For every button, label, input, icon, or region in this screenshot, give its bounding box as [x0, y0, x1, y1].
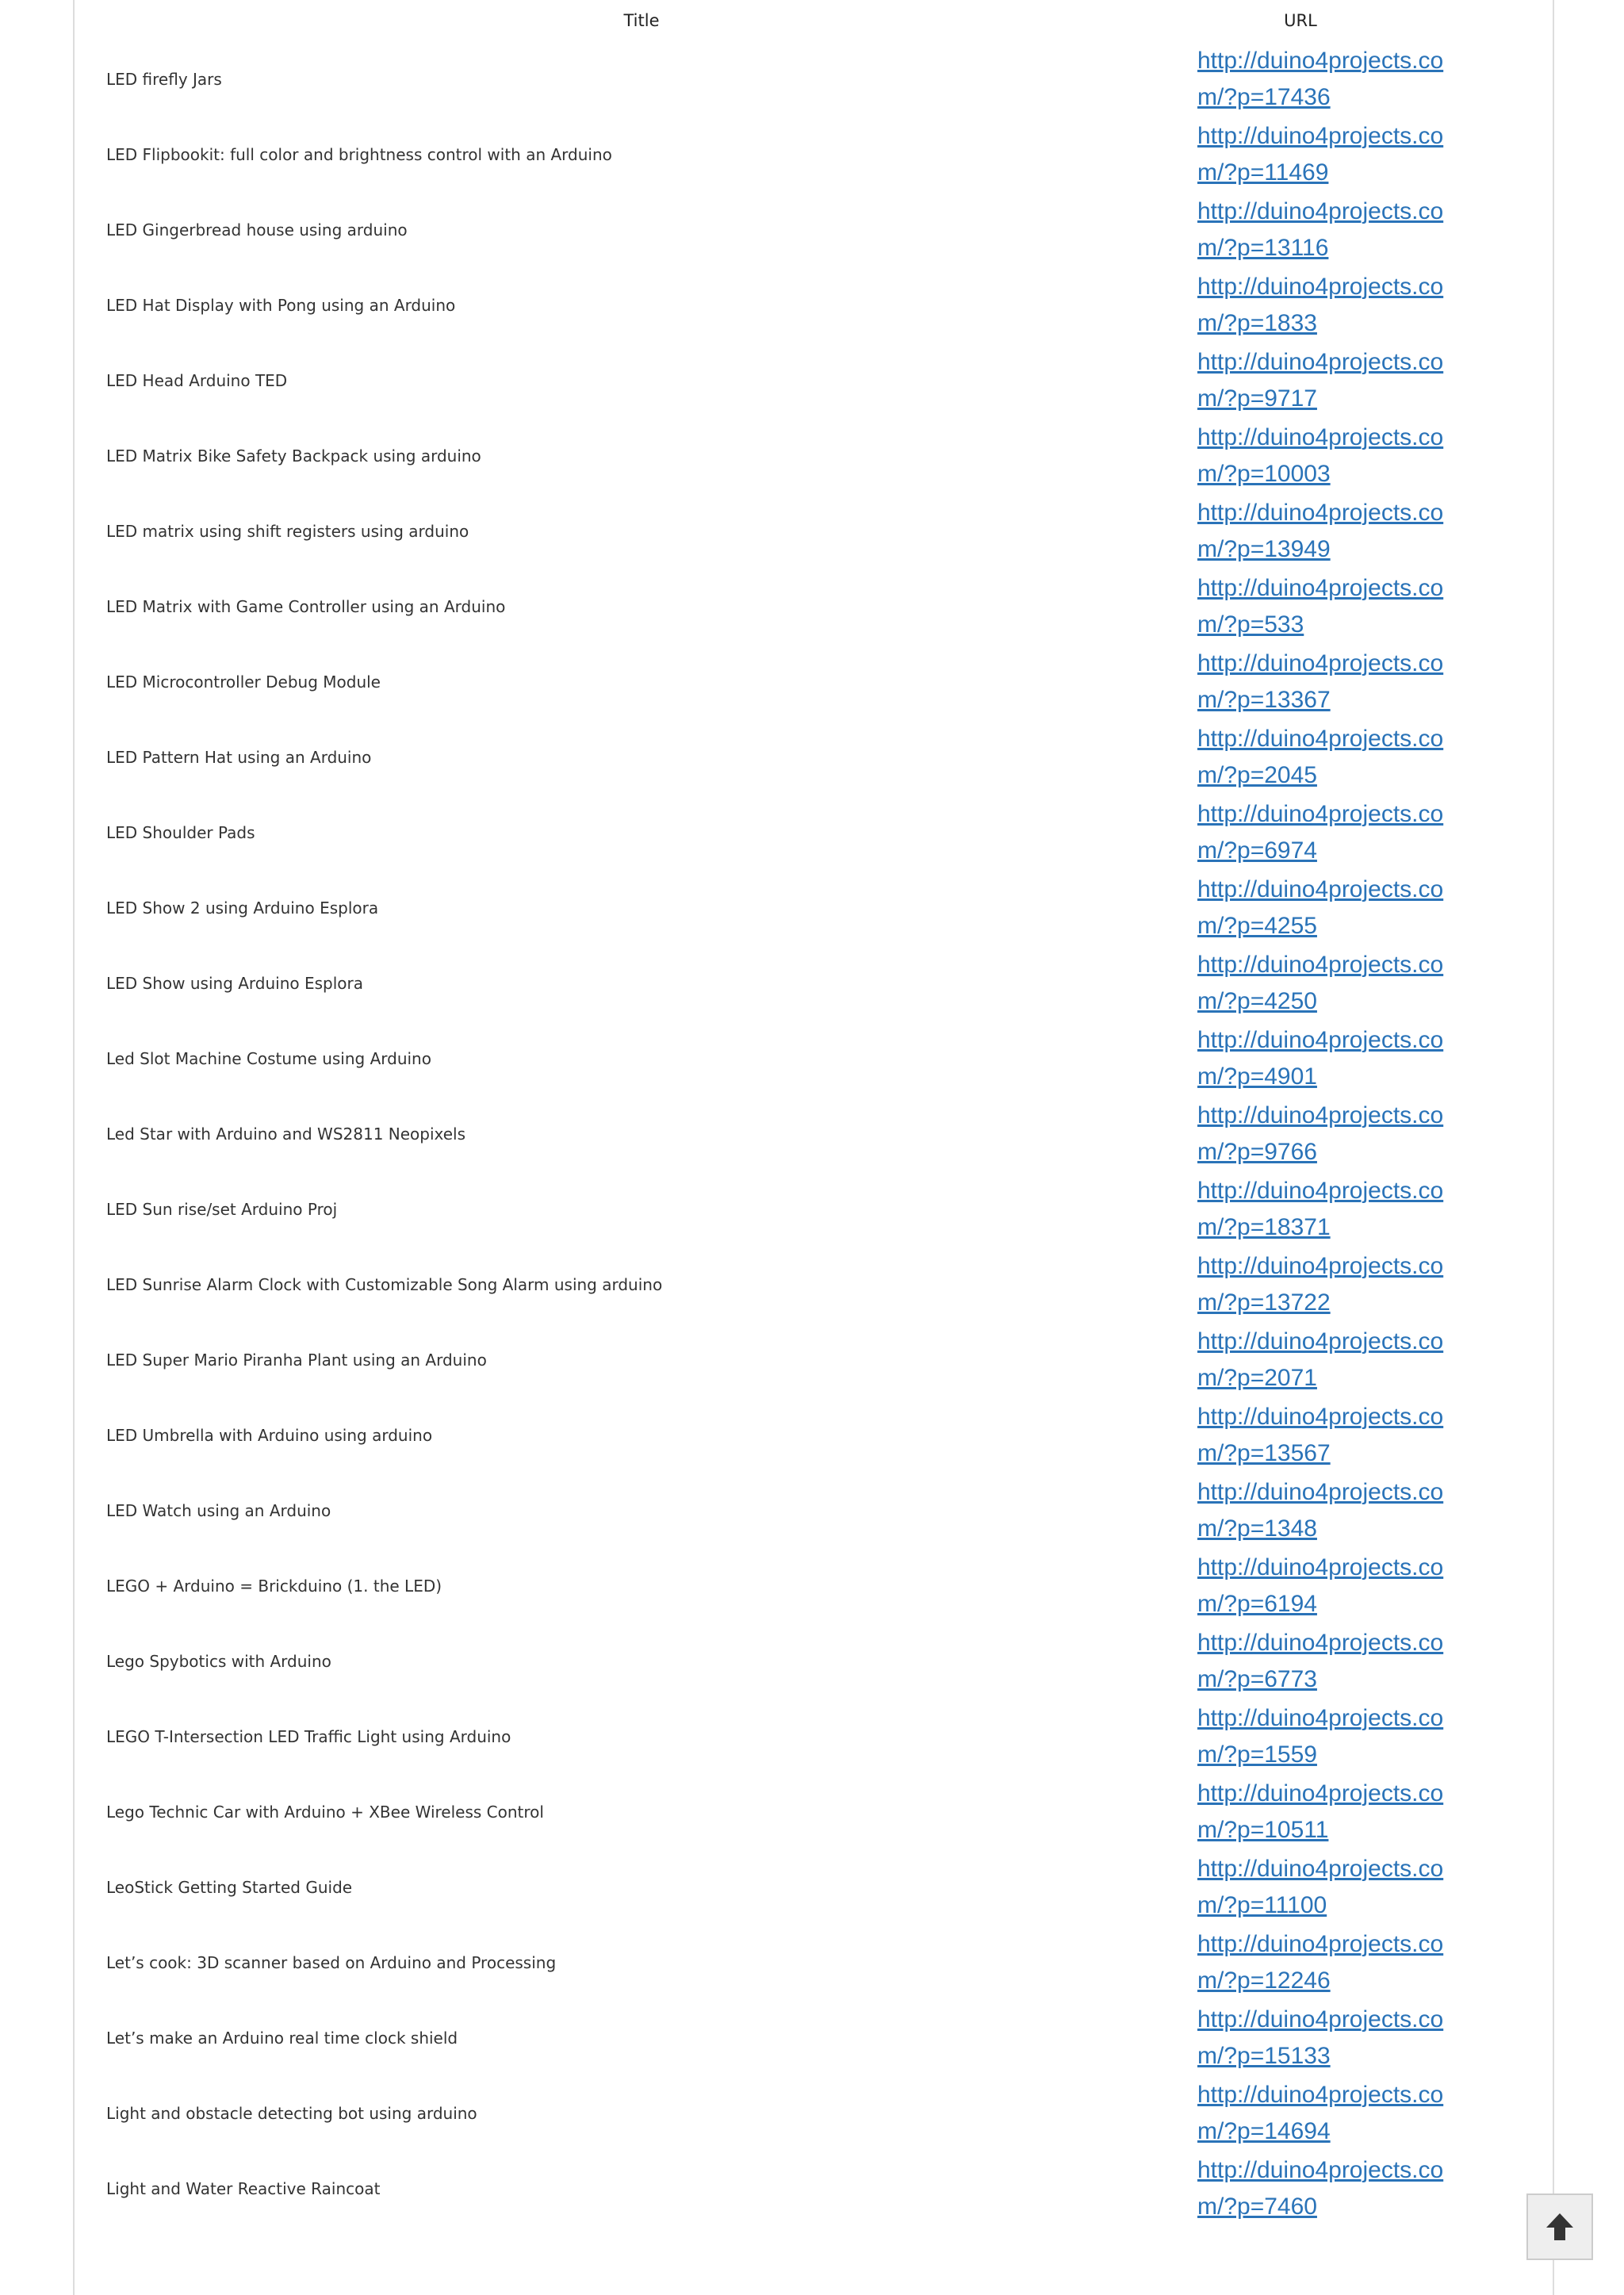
project-url-cell — [1196, 1096, 1532, 1171]
table-row — [105, 569, 1532, 644]
project-title: LED Gingerbread house using arduino — [106, 220, 408, 239]
scroll-to-top-button[interactable] — [1526, 2193, 1593, 2260]
column-header-url[interactable]: URL — [1284, 11, 1317, 30]
projects-table — [105, 0, 1532, 2226]
project-link[interactable]: http://duino4projects.com/?p=2071 — [1197, 1328, 1444, 1391]
project-url-cell — [1196, 945, 1532, 1021]
project-title: LED Umbrella with Arduino using arduino — [106, 1425, 433, 1445]
project-title: LED firefly Jars — [106, 69, 222, 89]
project-link[interactable]: http://duino4projects.com/?p=14694 — [1197, 2081, 1444, 2144]
table-row — [105, 1397, 1532, 1473]
table-row — [105, 1247, 1532, 1322]
project-title: Light and Water Reactive Raincoat — [106, 2178, 381, 2198]
project-link[interactable]: http://duino4projects.com/?p=10511 — [1197, 1780, 1444, 1843]
table-row — [105, 418, 1532, 493]
project-url-cell — [1196, 1849, 1532, 1925]
project-url-cell — [1196, 267, 1532, 343]
table-row — [105, 1322, 1532, 1397]
table-row — [105, 1774, 1532, 1849]
project-link[interactable]: http://duino4projects.com/?p=11100 — [1197, 1855, 1444, 1918]
column-header-title[interactable]: Title — [623, 11, 660, 30]
project-url-cell — [1196, 1473, 1532, 1548]
project-title: LEGO + Arduino = Brickduino (1. the LED) — [106, 1576, 442, 1596]
project-title: Lego Technic Car with Arduino + XBee Wireless Control — [106, 1802, 544, 1822]
project-link[interactable]: http://duino4projects.com/?p=9717 — [1197, 348, 1444, 412]
project-url-cell — [1196, 117, 1532, 192]
project-title: LED Show 2 using Arduino Esplora — [106, 898, 379, 918]
project-link[interactable]: http://duino4projects.com/?p=6974 — [1197, 800, 1444, 864]
project-link[interactable]: http://duino4projects.com/?p=10003 — [1197, 423, 1444, 487]
project-url-cell — [1196, 343, 1532, 418]
project-link[interactable]: http://duino4projects.com/?p=13116 — [1197, 197, 1444, 261]
table-row — [105, 644, 1532, 719]
table-row — [105, 1925, 1532, 2000]
project-title: LED Sunrise Alarm Clock with Customizable Song Alarm using arduino — [106, 1274, 663, 1294]
project-title: LED Hat Display with Pong using an Arduino — [106, 295, 456, 315]
project-title: LED Sun rise/set Arduino Proj — [106, 1199, 338, 1219]
project-url-cell — [1196, 41, 1532, 117]
table-row — [105, 945, 1532, 1021]
project-title: LED Matrix with Game Controller using an Arduino — [106, 596, 506, 616]
project-title: LED Microcontroller Debug Module — [106, 672, 381, 692]
table-row — [105, 2075, 1532, 2151]
project-title: Led Star with Arduino and WS2811 Neopixels — [106, 1124, 466, 1144]
table-row — [105, 870, 1532, 945]
project-link[interactable]: http://duino4projects.com/?p=533 — [1197, 574, 1444, 638]
project-link[interactable]: http://duino4projects.com/?p=17436 — [1197, 47, 1444, 110]
project-link[interactable]: http://duino4projects.com/?p=1833 — [1197, 273, 1444, 336]
project-link[interactable]: http://duino4projects.com/?p=6194 — [1197, 1554, 1444, 1617]
table-row — [105, 1849, 1532, 1925]
project-url-cell — [1196, 1925, 1532, 2000]
table-row — [105, 41, 1532, 117]
project-link[interactable]: http://duino4projects.com/?p=13567 — [1197, 1403, 1444, 1466]
table-row — [105, 795, 1532, 870]
project-url-cell — [1196, 1247, 1532, 1322]
project-link[interactable]: http://duino4projects.com/?p=4901 — [1197, 1026, 1444, 1090]
project-url-cell — [1196, 493, 1532, 569]
project-link[interactable]: http://duino4projects.com/?p=11469 — [1197, 122, 1444, 186]
table-row — [105, 2151, 1532, 2226]
project-url-cell — [1196, 192, 1532, 267]
project-url-cell — [1196, 1623, 1532, 1699]
project-url-cell — [1196, 2000, 1532, 2075]
table-row — [105, 719, 1532, 795]
project-url-cell — [1196, 1548, 1532, 1623]
project-link[interactable]: http://duino4projects.com/?p=6773 — [1197, 1629, 1444, 1692]
project-url-cell — [1196, 1699, 1532, 1774]
project-link[interactable]: http://duino4projects.com/?p=1348 — [1197, 1478, 1444, 1542]
project-title: Let’s cook: 3D scanner based on Arduino and Processing — [106, 1952, 557, 1972]
project-link[interactable]: http://duino4projects.com/?p=4250 — [1197, 951, 1444, 1014]
project-url-cell — [1196, 719, 1532, 795]
project-url-cell — [1196, 569, 1532, 644]
project-title: LED matrix using shift registers using arduino — [106, 521, 469, 541]
table-row — [105, 1096, 1532, 1171]
table-row — [105, 1623, 1532, 1699]
project-title: Led Slot Machine Costume using Arduino — [106, 1048, 431, 1068]
project-title: LED Shoulder Pads — [106, 822, 255, 842]
project-title: LED Show using Arduino Esplora — [106, 973, 364, 993]
project-title: LED Head Arduino TED — [106, 370, 288, 390]
project-url-cell — [1196, 644, 1532, 719]
project-url-cell — [1196, 870, 1532, 945]
project-link[interactable]: http://duino4projects.com/?p=13722 — [1197, 1252, 1444, 1316]
table-row — [105, 1699, 1532, 1774]
table-row — [105, 2000, 1532, 2075]
project-url-cell — [1196, 1171, 1532, 1247]
project-title: Let’s make an Arduino real time clock shield — [106, 2028, 458, 2048]
project-link[interactable]: http://duino4projects.com/?p=13367 — [1197, 649, 1444, 713]
table-row — [105, 1473, 1532, 1548]
project-title: Lego Spybotics with Arduino — [106, 1651, 331, 1671]
table-row — [105, 267, 1532, 343]
project-link[interactable]: http://duino4projects.com/?p=1559 — [1197, 1704, 1444, 1768]
project-link[interactable]: http://duino4projects.com/?p=15133 — [1197, 2006, 1444, 2069]
project-title: LED Matrix Bike Safety Backpack using arduino — [106, 446, 481, 466]
table-row — [105, 343, 1532, 418]
table-body — [105, 41, 1532, 2226]
project-url-cell — [1196, 418, 1532, 493]
project-url-cell — [1196, 795, 1532, 870]
project-link[interactable]: http://duino4projects.com/?p=2045 — [1197, 725, 1444, 788]
project-url-cell — [1196, 1021, 1532, 1096]
project-url-cell — [1196, 2151, 1532, 2226]
table-row — [105, 493, 1532, 569]
project-title: LEGO T-Intersection LED Traffic Light using Arduino — [106, 1726, 511, 1746]
project-url-cell — [1196, 2075, 1532, 2151]
project-url-cell — [1196, 1322, 1532, 1397]
project-title: LED Super Mario Piranha Plant using an Arduino — [106, 1350, 487, 1370]
project-link[interactable]: http://duino4projects.com/?p=4255 — [1197, 875, 1444, 939]
table-row — [105, 192, 1532, 267]
content-frame — [73, 0, 1554, 2295]
project-title: Light and obstacle detecting bot using arduino — [106, 2103, 477, 2123]
table-row — [105, 117, 1532, 192]
project-link[interactable]: http://duino4projects.com/?p=9766 — [1197, 1102, 1444, 1165]
project-title: LED Flipbookit: full color and brightness control with an Arduino — [106, 144, 612, 164]
project-url-cell — [1196, 1397, 1532, 1473]
project-link[interactable]: http://duino4projects.com/?p=7460 — [1197, 2156, 1444, 2220]
arrow-up-icon — [1544, 2211, 1576, 2243]
header-row — [105, 0, 1532, 41]
table-row — [105, 1171, 1532, 1247]
project-link[interactable]: http://duino4projects.com/?p=13949 — [1197, 499, 1444, 562]
project-link[interactable]: http://duino4projects.com/?p=12246 — [1197, 1930, 1444, 1994]
table-row — [105, 1021, 1532, 1096]
table-row — [105, 1548, 1532, 1623]
project-title: LeoStick Getting Started Guide — [106, 1877, 353, 1897]
table-header — [105, 0, 1532, 41]
project-link[interactable]: http://duino4projects.com/?p=18371 — [1197, 1177, 1444, 1240]
project-title: LED Watch using an Arduino — [106, 1500, 331, 1520]
project-url-cell — [1196, 1774, 1532, 1849]
project-title: LED Pattern Hat using an Arduino — [106, 747, 372, 767]
